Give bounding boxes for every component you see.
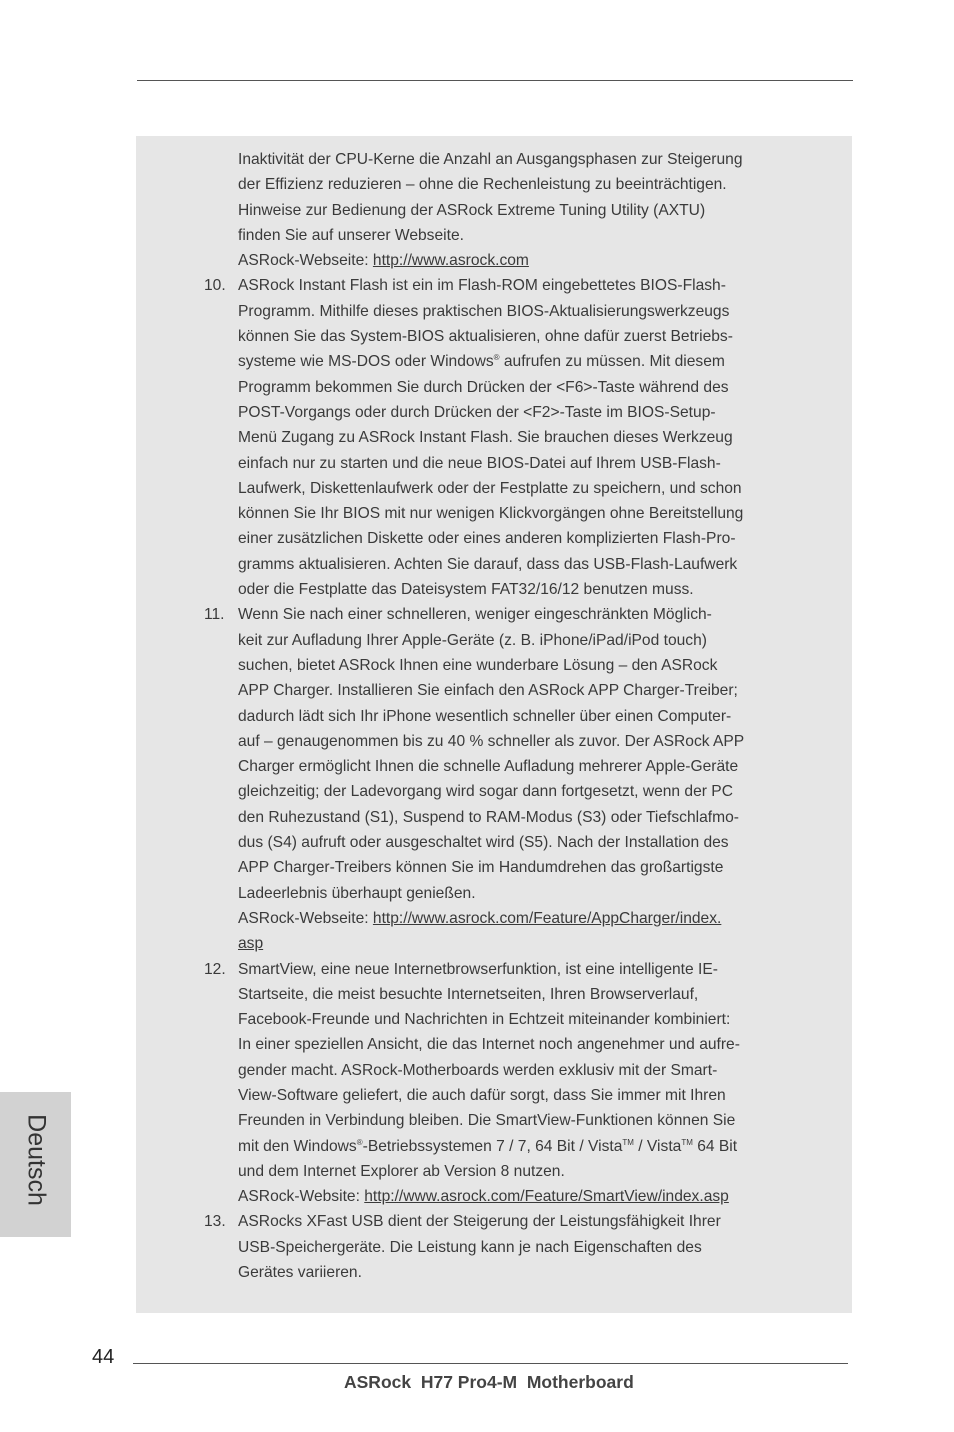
text-line: ASRocks XFast USB dient der Steigerung der Leistungsfähigkeit Ihrer <box>238 1213 721 1231</box>
website-line <box>238 931 798 956</box>
item-number: 13. <box>204 1213 226 1231</box>
list-item-12 <box>204 957 798 1210</box>
text-line: Ladeerlebnis überhaupt genießen. <box>238 884 476 902</box>
text-line: einfach nur zu starten und die neue BIOS-Datei auf Ihrem USB-Flash- <box>238 454 721 472</box>
text-line: dadurch lädt sich Ihr iPhone wesentlich schneller über einen Computer- <box>238 707 732 725</box>
text-line: einer zusätzlichen Diskette oder eines anderen komplizierten Flash-Pro- <box>238 530 736 548</box>
item-number: 11. <box>204 606 225 624</box>
item-number: 12. <box>204 960 226 978</box>
list-item-11 <box>204 602 798 956</box>
text-line: POST-Vorgangs oder durch Drücken der <F2>-Taste im BIOS-Setup- <box>238 403 716 421</box>
text-line: Laufwerk, Diskettenlaufwerk oder der Festplatte zu speichern, und schon <box>238 479 742 497</box>
website-line <box>238 1184 798 1209</box>
text-line: Gerätes variieren. <box>238 1264 362 1282</box>
website-line <box>238 906 798 931</box>
item-number: 10. <box>204 277 226 295</box>
text-line: In einer speziellen Ansicht, die das Internet noch angenehmer und aufre- <box>238 1036 740 1054</box>
text-line: keit zur Aufladung Ihrer Apple-Geräte (z. B. iPhone/iPad/iPod touch) <box>238 631 707 649</box>
text-line: systeme wie MS-DOS oder Windows® aufrufen zu müssen. Mit diesem <box>238 353 725 371</box>
footer-product-title: ASRock H77 Pro4-M Motherboard <box>344 1372 634 1392</box>
text-line: Freunden in Verbindung bleiben. Die SmartView-Funktionen können Sie <box>238 1112 736 1130</box>
text-line: Inaktivität der CPU-Kerne die Anzahl an Ausgangsphasen zur Steigerung <box>238 151 743 168</box>
text-line: den Ruhezustand (S1), Suspend to RAM-Modus (S3) oder Tiefschlafmo- <box>238 808 739 826</box>
text-line: dus (S4) aufruft oder ausgeschaltet wird (S5). Nach der Installation des <box>238 834 729 852</box>
list-item-10 <box>204 273 798 602</box>
text-line: SmartView, eine neue Internetbrowserfunktion, ist eine intelligente IE- <box>238 960 718 978</box>
text-line: Facebook-Freunde und Nachrichten in Echtzeit miteinander kombiniert: <box>238 1011 731 1029</box>
intro-continuation <box>238 147 798 273</box>
text-line: Hinweise zur Bedienung der ASRock Extreme Tuning Utility (AXTU) <box>238 201 706 219</box>
smartview-link[interactable]: http://www.asrock.com/Feature/SmartView/index.asp <box>364 1188 729 1206</box>
text-line: APP Charger. Installieren Sie einfach den ASRock APP Charger-Treiber; <box>238 682 738 700</box>
text-line: der Effizienz reduzieren – ohne die Rechenleistung zu beeinträchtigen. <box>238 176 727 194</box>
language-label: Deutsch <box>22 1114 51 1206</box>
text-line: gender macht. ASRock-Motherboards werden exklusiv mit der Smart- <box>238 1061 718 1079</box>
text-line: ASRock Instant Flash ist ein im Flash-ROM eingebettetes BIOS-Flash- <box>238 277 726 295</box>
feature-list <box>204 147 798 1285</box>
website-label: ASRock-Website: <box>238 1188 365 1206</box>
page-number: 44 <box>92 1346 115 1368</box>
text-line: suchen, bietet ASRock Ihnen eine wunderbare Lösung – den ASRock <box>238 656 718 674</box>
text-line: Wenn Sie nach einer schnelleren, weniger eingeschränkten Möglich- <box>238 606 712 624</box>
text-line: Charger ermöglicht Ihnen die schnelle Aufladung mehrerer Apple-Geräte <box>238 758 739 776</box>
footer-rule <box>133 1363 848 1364</box>
text-line: können Sie das System-BIOS aktualisieren, ohne dafür zuerst Betriebs- <box>238 328 733 346</box>
text-line: und dem Internet Explorer ab Version 8 nutzen. <box>238 1162 565 1180</box>
text-line: Startseite, die meist besuchte Internetseiten, Ihren Browserverlauf, <box>238 985 699 1003</box>
text-line: finden Sie auf unserer Webseite. <box>238 226 464 244</box>
trademark-mark: TM <box>622 1137 634 1147</box>
text-line: Menü Zugang zu ASRock Instant Flash. Sie brauchen dieses Werkzeug <box>238 429 733 447</box>
website-line <box>238 248 798 273</box>
text-line: View-Software geliefert, die auch dafür sorgt, dass Sie immer mit Ihren <box>238 1086 726 1104</box>
text-line: USB-Speichergeräte. Die Leistung kann je nach Eigenschaften des <box>238 1238 702 1256</box>
text-line: gleichzeitig; der Ladevorgang wird sogar dann fortgesetzt, wenn der PC <box>238 783 733 801</box>
trademark-mark: TM <box>681 1137 693 1147</box>
registered-mark: ® <box>356 1137 363 1147</box>
text-line: gramms aktualisieren. Achten Sie darauf, dass das USB-Flash-Laufwerk <box>238 555 738 573</box>
text-line: Programm. Mithilfe dieses praktischen BIOS-Aktualisierungswerkzeugs <box>238 302 730 320</box>
header-rule <box>137 80 853 81</box>
asrock-home-link[interactable]: http://www.asrock.com <box>372 252 529 270</box>
text-line: auf – genaugenommen bis zu 40 % schneller als zuvor. Der ASRock APP <box>238 732 745 750</box>
website-label: ASRock-Webseite: <box>238 252 373 270</box>
text-line: APP Charger-Treibers können Sie im Handumdrehen das großartigste <box>238 859 724 877</box>
website-label: ASRock-Webseite: <box>238 909 373 927</box>
list-item-13 <box>204 1209 798 1285</box>
text-line: Programm bekommen Sie durch Drücken der <F6>-Taste während des <box>238 378 729 396</box>
appcharger-link[interactable]: http://www.asrock.com/Feature/AppCharger/index. <box>372 909 722 927</box>
text-line: mit den Windows®-Betriebssystemen 7 / 7, 64 Bit / Vista™ / Vista™ 64 Bit <box>238 1137 738 1155</box>
registered-mark: ® <box>493 353 500 363</box>
text-line: können Sie Ihr BIOS mit nur wenigen Klickvorgängen ohne Bereitstellung <box>238 505 744 523</box>
text-line: oder die Festplatte das Dateisystem FAT32/16/12 benutzen muss. <box>238 581 694 599</box>
appcharger-link-continued[interactable]: asp <box>238 935 264 953</box>
